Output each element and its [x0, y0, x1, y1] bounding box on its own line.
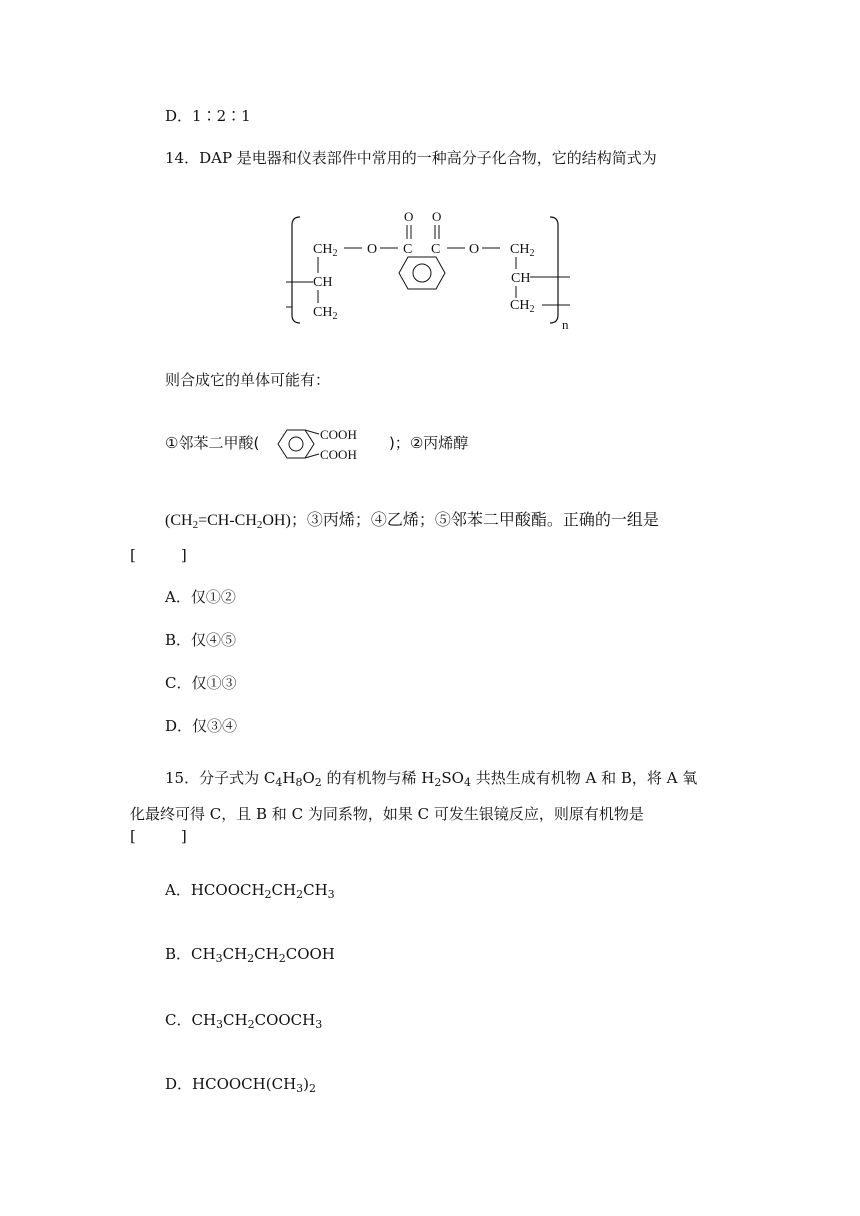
- q14-monomer-rest: $(CH_2=CH-CH_2OH)$；③丙烯；④乙烯；⑤邻苯二甲酸酯。正确的一组是: [165, 512, 659, 531]
- monomer1-end: )；②丙烯醇: [389, 434, 469, 452]
- q15-option-d: D．$HCOOCH(CH_3)_2$: [165, 1075, 317, 1095]
- monomer1-label: ①邻苯二甲酸(: [165, 434, 260, 452]
- left-bracket: [292, 217, 300, 323]
- benzene-ring: [399, 257, 445, 289]
- phthalic-acid-structure: [277, 422, 387, 466]
- right-ch: CH: [511, 271, 531, 286]
- q14-option-b: B．仅④⑤: [165, 631, 237, 649]
- q15-answer-bracket: [ ]: [130, 827, 187, 845]
- carbonyl-o-left: O: [404, 209, 414, 224]
- left-ch: CH: [313, 275, 333, 290]
- q15-stem-line1: 15．分子式为 $C_4H_8O_2$ 的有机物与稀 $H_2SO_4$ 共热生成有机物 A 和 B，将 A 氧: [165, 769, 698, 789]
- carbonyl-c-right: C: [431, 242, 441, 257]
- carbonyl-o-right: O: [432, 209, 442, 224]
- q14-option-c: C．仅①③: [165, 674, 237, 692]
- q15-option-c: C．$CH_3CH_2COOCH_3$: [165, 1011, 323, 1031]
- right-bracket: [550, 217, 558, 323]
- ester-o-left: O: [367, 242, 378, 257]
- dap-structure-diagram: [280, 205, 580, 335]
- right-ch2-top: $CH_2$: [510, 242, 535, 259]
- left-ch2-bottom: $CH_2$: [313, 305, 338, 322]
- q14-option-d: D．仅③④: [165, 717, 238, 735]
- q14-monomer-intro: 则合成它的单体可能有：: [165, 371, 331, 389]
- right-ch2-bottom: $CH_2$: [510, 298, 535, 315]
- q13-option-d: D．1∶2∶1: [165, 107, 251, 125]
- left-ch2-top: $CH_2$: [313, 242, 338, 259]
- q14-stem: 14．DAP 是电器和仪表部件中常用的一种高分子化合物，它的结构简式为: [165, 149, 657, 167]
- q15-option-a: A．$HCOOCH_2CH_2CH_3$: [165, 881, 335, 901]
- ester-o-right: O: [469, 242, 480, 257]
- carbonyl-c-left: C: [403, 242, 413, 257]
- cooh-bottom: COOH: [320, 447, 357, 462]
- monomer-row: [165, 422, 485, 466]
- q15-stem-line2: 化最终可得 C，且 B 和 C 为同系物，如果 C 可发生银镜反应，则原有机物是: [130, 805, 644, 823]
- q15-option-b: B．$CH_3CH_2CH_2COOH$: [165, 945, 335, 965]
- subscript-n: n: [562, 317, 569, 332]
- q14-option-a: A．仅①②: [165, 588, 236, 606]
- q14-answer-bracket: [ ]: [130, 546, 187, 564]
- cooh-top: COOH: [320, 427, 357, 442]
